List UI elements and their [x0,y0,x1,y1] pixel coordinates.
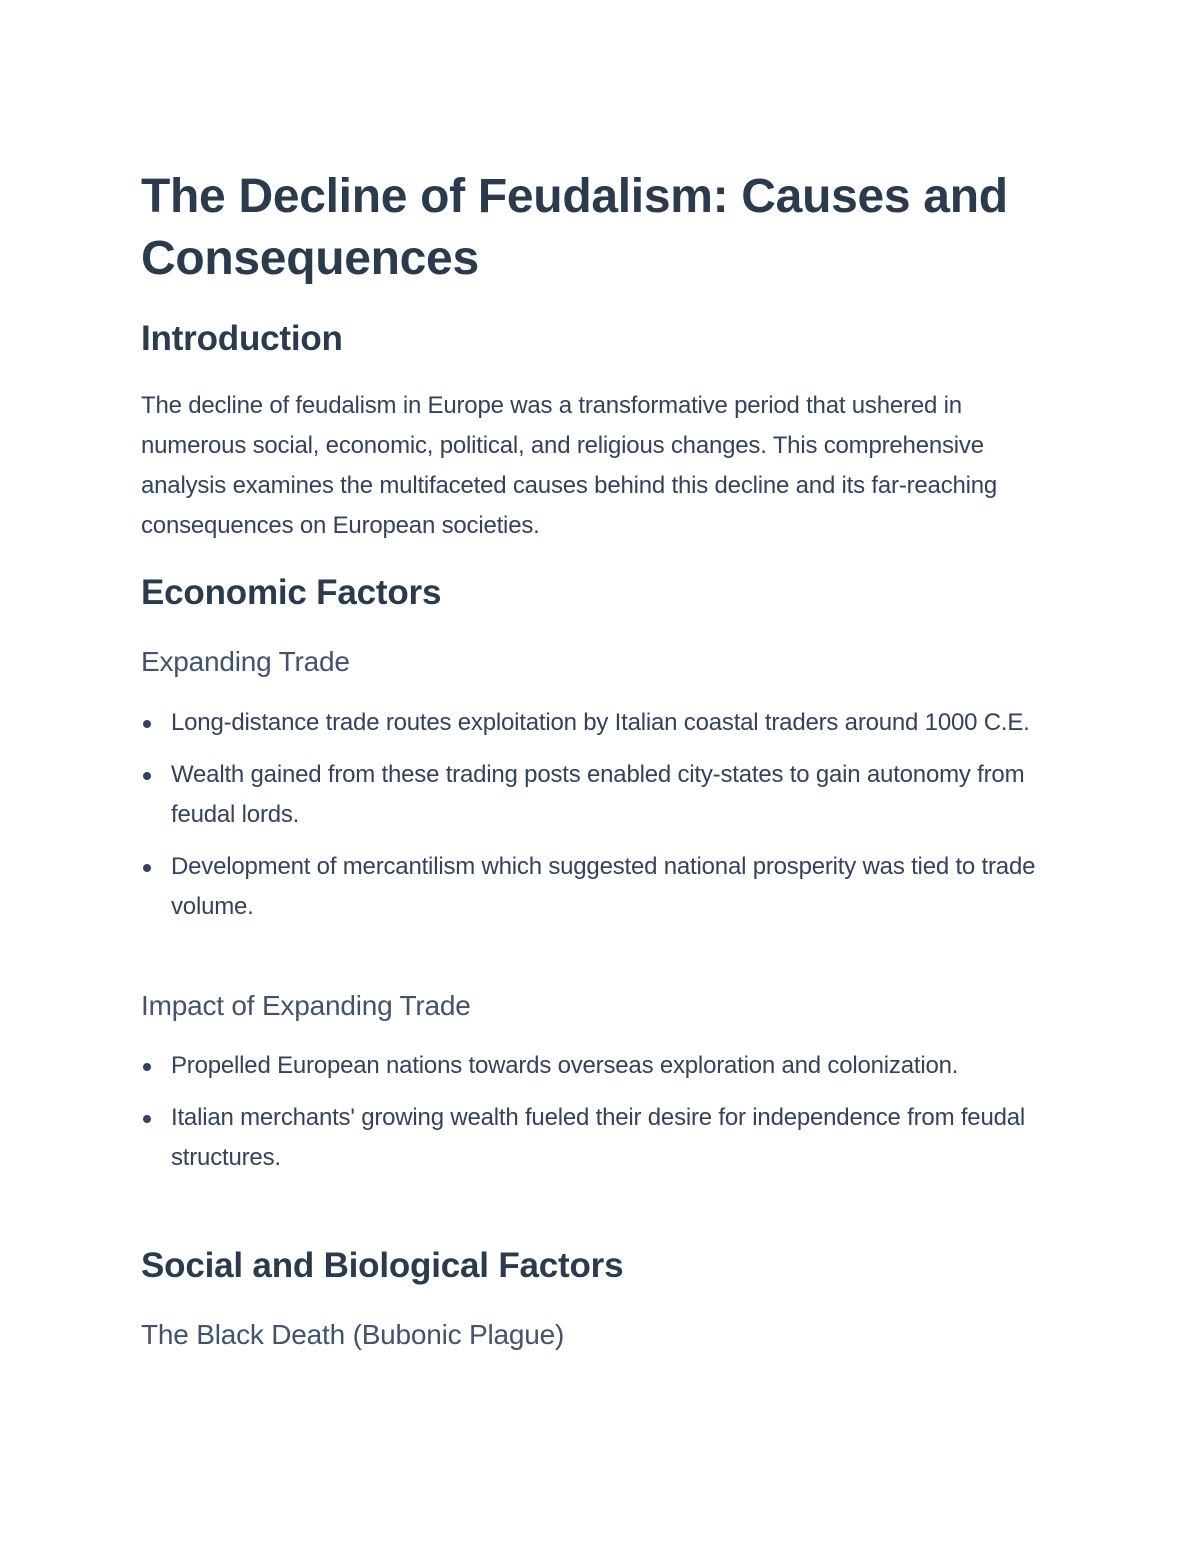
list-item: Development of mercantilism which suggested national prosperity was tied to trade volume. [141,847,1041,927]
section-heading-introduction: Introduction [141,319,343,358]
page-title: The Decline of Feudalism: Causes and Consequences [141,170,1008,285]
impact-list [141,1046,1041,1190]
subsection-heading-black-death: The Black Death (Bubonic Plague) [141,1319,565,1350]
intro-paragraph: The decline of feudalism in Europe was a transformative period that ushered in numerous social, economic, political, and religious changes. This comprehensive analysis examines the multifaceted causes behind this decline and its far-reaching consequences on European societies. [141,392,998,539]
list-item: Long-distance trade routes exploitation by Italian coastal traders around 1000 C.E. [141,703,1041,743]
list-item: Propelled European nations towards overseas exploration and colonization. [141,1046,1041,1086]
subsection-heading-impact-of-expanding-trade: Impact of Expanding Trade [141,990,471,1021]
section-heading-economic-factors: Economic Factors [141,573,442,612]
subsection-heading-expanding-trade: Expanding Trade [141,646,350,677]
section-heading-social-biological-factors: Social and Biological Factors [141,1246,624,1285]
list-item: Italian merchants' growing wealth fueled their desire for independence from feudal structures. [141,1098,1041,1178]
expanding-trade-list [141,703,1041,939]
list-item: Wealth gained from these trading posts enabled city-states to gain autonomy from feudal lords. [141,755,1041,835]
